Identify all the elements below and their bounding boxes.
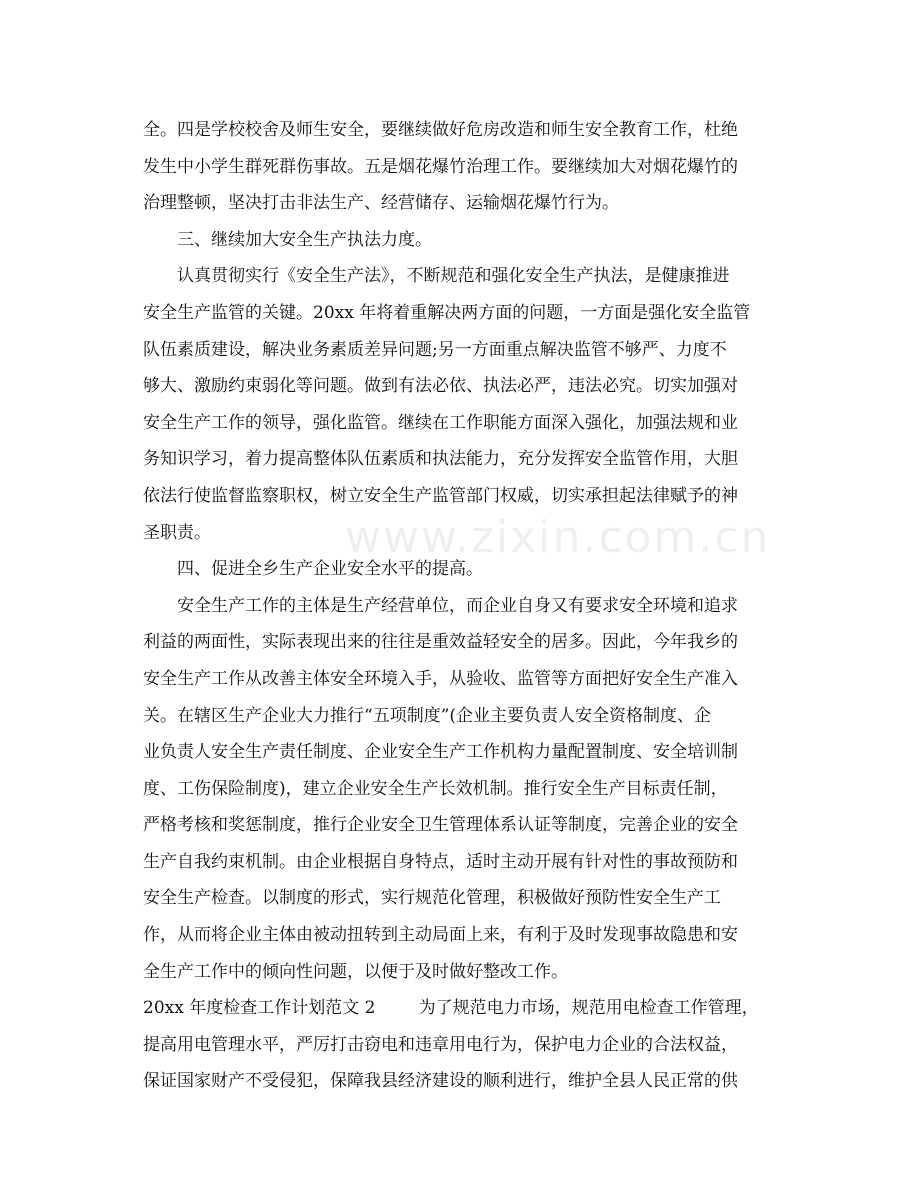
text-line: 安全生产工作从改善主体安全环境入手，从验收、监管等方面把好安全生产准入 — [143, 668, 738, 689]
text-line: 安全生产工作的主体是生产经营单位，而企业自身又有要求安全环境和追求 — [177, 595, 738, 616]
text-line: 圣职责。 — [143, 522, 211, 543]
text-line: 保证国家财产不受侵犯，保障我县经济建设的顺利进行，维护全县人民正常的供 — [143, 1071, 738, 1092]
text-line: 全生产工作中的倾向性问题，以便于及时做好整改工作。 — [143, 961, 568, 982]
text-line: 度、工伤保险制度)，建立企业安全生产长效机制。推行安全生产目标责任制， — [143, 778, 728, 799]
text-line: 严格考核和奖惩制度，推行企业安全卫生管理体系认证等制度，完善企业的安全 — [143, 815, 738, 836]
text-line: 够大、激励约束弱化等问题。做到有法必依、执法必严，违法必究。切实加强对 — [143, 376, 738, 397]
text-line: 队伍素质建设，解决业务素质差异问题;另一方面重点解决监管不够严、力度不 — [143, 339, 727, 360]
text-line: 务知识学习，着力提高整体队伍素质和执法能力，充分发挥安全监管作用，大胆 — [143, 449, 738, 470]
watermark: www.zixin.com.cn — [345, 512, 771, 563]
text-line: 作，从而将企业主体由被动扭转到主动局面上来，有利于及时发现事故隐患和安 — [143, 925, 738, 946]
text-line: 安全生产监管的关键。20xx 年将着重解决两方面的问题，一方面是强化安全监管 — [143, 302, 751, 323]
text-line: 安全生产工作的领导，强化监管。继续在工作职能方面深入强化，加强法规和业 — [143, 412, 738, 433]
text-line: 认真贯彻实行《安全生产法》，不断规范和强化安全生产执法，是健康推进 — [177, 266, 730, 287]
text-line: 20xx 年度检查工作计划范文 2 为了规范电力市场，规范用电检查工作管理， — [143, 998, 759, 1019]
section-heading: 四、促进全乡生产企业安全水平的提高。 — [177, 559, 483, 580]
section-heading: 三、继续加大安全生产执法力度。 — [177, 229, 432, 250]
text-line: 业负责人安全生产责任制度、企业安全生产工作机构力量配置制度、安全培训制 — [143, 742, 738, 763]
text-line: 全。四是学校校舍及师生安全，要继续做好危房改造和师生安全教育工作，杜绝 — [143, 120, 738, 140]
text-line: 生产自我约束机制。由企业根据自身特点，适时主动开展有针对性的事故预防和 — [143, 851, 738, 872]
text-line: 关。在辖区生产企业大力推行“五项制度”(企业主要负责人安全资格制度、企 — [143, 705, 712, 726]
text-line: 提高用电管理水平，严厉打击窃电和违章用电行为，保护电力企业的合法权益， — [143, 1034, 738, 1055]
text-line: 依法行使监督监察职权，树立安全生产监管部门权威，切实承担起法律赋予的神 — [143, 485, 738, 506]
text-line: 发生中小学生群死群伤事故。五是烟花爆竹治理工作。要继续加大对烟花爆竹的 — [143, 156, 738, 177]
text-line: 利益的两面性，实际表现出来的往往是重效益轻安全的居多。因此，今年我乡的 — [143, 632, 738, 653]
document-body — [143, 112, 783, 1100]
text-line: 安全生产检查。以制度的形式，实行规范化管理，积极做好预防性安全生产工 — [143, 888, 721, 909]
text-line: 治理整顿，坚决打击非法生产、经营储存、运输烟花爆竹行为。 — [143, 193, 619, 214]
